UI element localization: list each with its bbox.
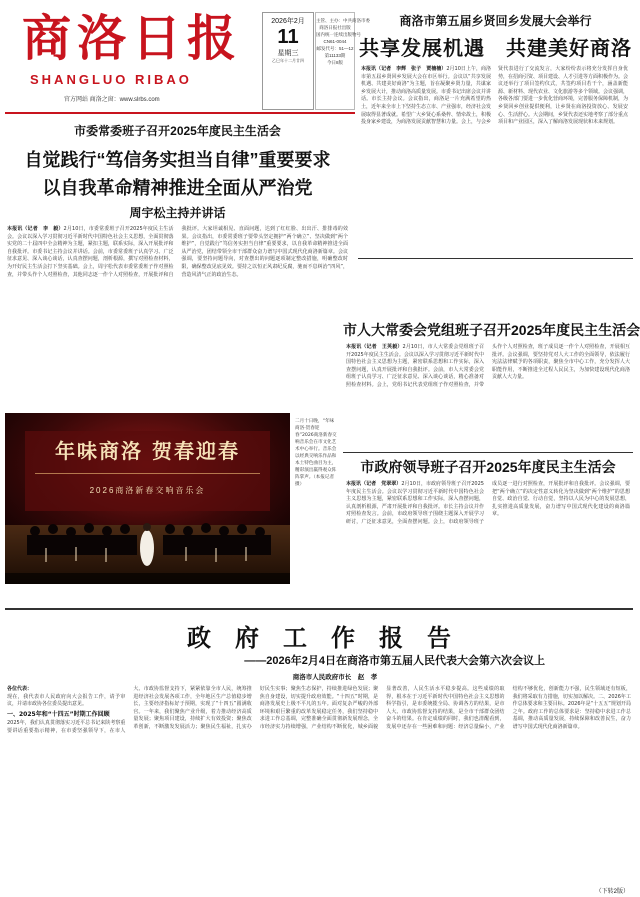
masthead-website: 官方网站 商洛之窗：www.slrbs.com [64,97,160,103]
info-line: 国内统一连续出版物号 [316,32,361,37]
date-lunar: 乙巳年十二月廿四 [272,58,304,63]
photo-caption: 二月十日晚，“年味商洛·贺春迎春”2026商洛新春交响音乐会在市文化艺术中心举行。音乐会以经典交响乐作品和本土特色曲目为主，精彩演出赢得观众阵阵掌声。（本报记者 摄） [295,419,339,487]
story-government-leadership [343,457,633,605]
gov-text: 2月10日，市政府领导班子召开2025年度民主生活会。会议以学习贯彻习近平新时代中国特色社会主义思想为主题，紧密联系思想和工作实际，深入查摆问题，认真剖析根源，严肃开展批评和自我批评。市长主持会议并作对照检查发言。会前，市政府领导班子围绕主题深入开展学习研讨，广泛征求意见，全面查摆问题。会上，市政府领导班子成员逐一进行对照检查，开展批评和自我批评。会议强调，要把“两个确立”的决定性意义转化为坚决做到“两个维护”的思想自觉、政治自觉、行动自觉，坚持以人民为中心的发展思想，扎实推进高质量发展，奋力谱写中国式现代化建设的商洛篇章。 [346,481,630,525]
npc-byline: 本报讯（记者 王英毅） [346,344,403,350]
story-body [361,66,628,254]
photo-subbanner: 2026商洛新春交响音乐会 [89,486,206,495]
story-kicker: 商洛市第五届乡贤回乡发展大会举行 [399,14,592,28]
story-headline: 共享发展机遇 共建美好商洛 [359,38,632,60]
story-standing-committee-meeting [5,118,350,408]
story-text: 2月10日上午，商洛市第五届乡贤回乡发展大会在市区举行。会议以“共享发展机遇、共建美好商洛”为主题，旨在凝聚乡贤力量，共谋家乡发展大计，推动商洛高质量发展。市委书记出席会议并讲话。市长主持会议。会议指出，商洛是一片充满希望的热土，近年来全市上下坚持生态立市、产业强市，经济社会发展取得显著成就。希望广大乡贤心系桑梓、情牵故土，积极投身家乡建设，为商洛发展贡献智慧和力量。会上，与会乡贤代表进行了交流发言，大家纷纷表示将充分发挥自身优势，在招商引资、项目建设、人才引进等方面积极作为。会议还举行了项目签约仪式，共签约项目若干个，涵盖新能源、新材料、现代农业、文化旅游等多个领域。会议强调，各级各部门要进一步优化营商环境，完善服务保障机制，为乡贤回乡创业提供便利，让乡贤在商洛投资放心、发展安心、生活舒心。大会期间，乡贤代表还实地考察了部分重点项目和产业园区，深入了解商洛发展现状和未来规划。 [361,66,629,126]
gov-body [346,481,630,603]
report-section-heading: 一、2025年和“十四五”时期工作回顾 [7,710,110,718]
info-line: 第11133期 [324,53,346,58]
masthead-divider [5,112,355,114]
story-rural-talent-conference [358,10,633,255]
date-box [262,12,314,110]
story-npc-party-group [343,320,640,450]
date-day: 11 [277,26,299,48]
info-line: 主管、主办：中共商洛市委 [316,18,370,23]
date-weekday: 星期三 [277,50,299,57]
report-continued: （下转2版） [595,889,629,895]
npc-body [346,344,630,448]
info-line: CN61-0044 [323,39,347,44]
gov-headline: 市政府领导班子召开2025年度民主生活会 [360,459,616,475]
gov-byline: 本报讯（记者 党翠翠） [346,481,402,487]
report-greeting: 各位代表： [7,686,33,692]
lead-body [7,226,348,404]
publication-info [315,12,370,110]
masthead-title: 商洛日报 [22,9,243,67]
lead-byline: 本报讯（记者 李 毅） [7,226,64,232]
lead-kicker: 市委常委班子召开2025年度民主生活会 [74,124,281,138]
lead-headline-line1: 自觉践行“笃信务实担当自律”重要要求 [24,150,331,170]
concert-photo [5,413,290,584]
report-author: 商洛市人民政府市长 赵 孝 [292,674,378,681]
info-line: 今日8版 [326,60,343,65]
info-line: 商洛日报社出版 [319,25,351,30]
story-byline: 本报讯（记者 李辉 张子 贾楠楠） [361,66,447,72]
lead-text: 2月10日，市委常委班子召开2025年度民主生活会。会议以深入学习贯彻习近平新时代中国特色社会主义思想，全面贯彻落实党的二十届四中全会精神为主题，紧扣主题，联系实际，深入开展批评和自我批评。市委书记主持会议并讲话。会前，市委常委班子认真学习、广泛征求意见、深入谈心谈话，认真查摆问题，剖析根源，撰写对照检查材料，为开好民主生活会打下坚实基础。会上，周宇松代表市委常委班子作对照检查，并带头作个人对照检查，其他同志逐一作个人对照检查，开展批评和自我批评。大家坦诚相见、直面问题，达到了红红脸、出出汗、排排毒的效果。会议指出，市委常委班子要带头坚定拥护“两个确立”、坚决做到“两个维护”，自觉践行“笃信务实担当自律”重要要求，以自我革命精神推进全面从严治党，团结带领全市干部群众奋力谱写中国式现代化商洛新篇章。会议强调，要坚持问题导向，对查摆出的问题逐项制定整改措施，明确整改时限，确保整改见底见效。要持之以恒正风肃纪反腐，驰而不息纠治“四风”，营造风清气正的政治生态。 [7,226,348,278]
report-intro: 现在，我代表市人民政府向大会报告工作，请予审议，并请市政协各位委员提出意见。 [7,693,126,708]
npc-headline: 市人大常委会党组班子召开2025年度民主生活会 [343,322,640,338]
photo-banner: 年味商洛 贺春迎春 [55,439,240,463]
masthead-pinyin: SHANGLUO RIBAO [30,72,192,87]
report-text: 2025年，我们认真贯彻落实习近平总书记来陕考察重要讲话重要指示精神，在市委坚强领导下，在市人大、市政协监督支持下，紧紧依靠全市人民，统筹推进经济社会发展各项工作，全年地区生产总值稳步增长，主要经济指标好于预期，实现了“十四五”圆满收官。一年来，我们聚焦产业升级，着力推动经济高质量发展；聚焦项目建设，持续扩大有效投资；聚焦改革创新，不断激发发展活力；聚焦民生福祉，扎实办好民生实事；聚焦生态保护，持续推进绿色发展；聚焦自身建设，切实提升政府效能。“十四五”时期，是商洛发展史上极不平凡的五年。面对复杂严峻的外部环境和艰巨繁重的改革发展稳定任务，我们坚持稳中求进工作总基调，完整准确全面贯彻新发展理念，全市经济实力持续增强，产业结构不断优化，城乡面貌显著改善，人民生活水平稳步提高。这些成绩的取得，根本在于习近平新时代中国特色社会主义思想的科学指引，是市委统揽全局、协调各方的结果，是市人大、市政协监督支持的结果，是全市干部群众团结奋斗的结果。在肯定成绩的同时，我们也清醒看到，发展中还存在一些困难和问题：经济总量偏小，产业结构不够优化，创新能力不强，民生领域还有短板，我们将采取有力措施，切实加以解决。二、2026年工作总体要求和主要目标。2026年是“十五五”规划开局之年。政府工作的总体要求是：坚持稳中求进工作总基调，推动高质量发展，持续保障和改善民生，奋力谱写中国式现代化商洛新篇章。 [7,686,631,734]
npc-text: 2月10日，市人大常委会党组班子召开2025年度民主生活会。会议以深入学习贯彻习近平新时代中国特色社会主义思想为主题，紧密联系思想和工作实际，深入查摆问题，认真开展批评和自我批评。会前，市人大常委会党组班子认真学习、广泛征求意见、深入谈心谈话，精心准备对照检查材料。会上，党组书记代表党组班子作对照检查，并带头作个人对照检查，班子成员逐一作个人对照检查，开展相互批评。会议强调，要坚持党对人大工作的全面领导，依法履行宪法法律赋予的各项职责，聚焦全市中心工作，充分发挥人大职能作用，不断推进全过程人民民主，为加快建设现代化商洛贡献人大力量。 [346,344,630,388]
lead-subheadline: 周宇松主持并讲话 [129,206,226,220]
date-year-month: 2026年2月 [271,18,305,25]
government-work-report [5,612,633,894]
divider [358,258,633,259]
divider [343,452,633,453]
report-body [7,686,631,888]
report-subheadline: ——2026年2月4日在商洛市第五届人民代表大会第六次会议上 [244,655,545,667]
info-line: 邮发代号：51—12 [316,46,354,51]
report-headline: 政 府 工 作 报 告 [187,623,451,652]
divider [5,608,633,610]
lead-headline-line2: 以自我革命精神推进全面从严治党 [42,178,313,198]
